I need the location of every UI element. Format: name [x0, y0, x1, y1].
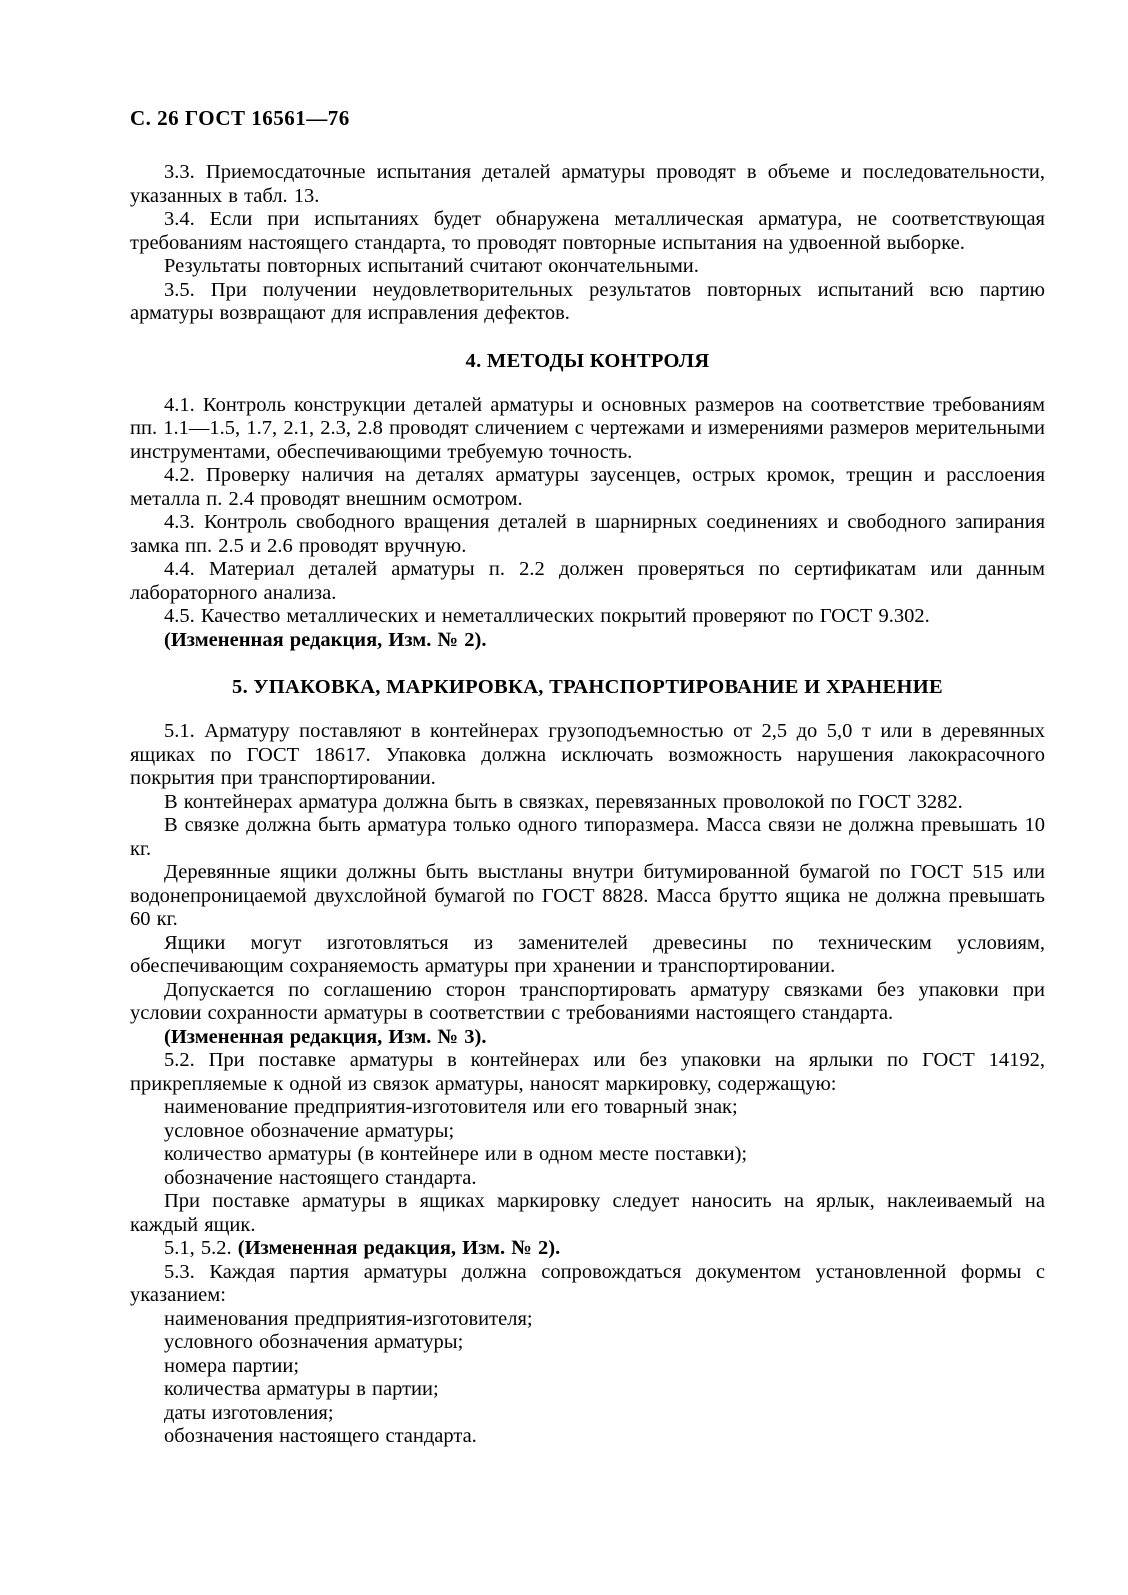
paragraph-5-1-boxes: Деревянные ящики должны быть выстланы внутри битумированной бумагой по ГОСТ 515 или водонепроницаемой двухслойной бумагой по ГОСТ 8828. Масса брутто ящика не должна превышать 60 кг.	[130, 861, 1045, 930]
paragraph-5-2: 5.2. При поставке арматуры в контейнерах или без упаковки на ярлыки по ГОСТ 14192, прикрепляемые к одной из связок арматуры, наносят маркировку, содержащую:	[130, 1049, 1045, 1095]
amendment-note-section-4: (Измененная редакция, Изм. № 2).	[164, 628, 487, 651]
paragraph-3-4-results: Результаты повторных испытаний считают окончательными.	[164, 255, 699, 277]
list-item-document-5: даты изготовления;	[164, 1401, 334, 1424]
list-item-document-6: обозначения настоящего стандарта.	[164, 1425, 477, 1447]
paragraph-4-4: 4.4. Материал деталей арматуры п. 2.2 должен проверяться по сертификатам или данным лабораторного анализа.	[130, 558, 1045, 604]
amendment-ref-prefix: 5.1, 5.2.	[164, 1237, 238, 1259]
paragraph-3-4: 3.4. Если при испытаниях будет обнаружена металлическая арматура, не соответствующая требованиям настоящего стандарта, то проводят повторные испытания на удвоенной выборке.	[130, 208, 1045, 254]
list-item-marking-4: обозначение настоящего стандарта.	[164, 1166, 477, 1189]
paragraph-5-1-agreement: Допускается по соглашению сторон транспортировать арматуру связками без упаковки при условии сохранности арматуры в соответствии с требованиями настоящего стандарта.	[130, 978, 1045, 1024]
paragraph-5-1: 5.1. Арматуру поставляют в контейнерах грузоподъемностью от 2,5 до 5,0 т или в деревянных ящиках по ГОСТ 18617. Упаковка должна исключать возможность нарушения лакокрасочного покрытия при транспортировании.	[130, 720, 1045, 789]
paragraph-4-1: 4.1. Контроль конструкции деталей арматуры и основных размеров на соответствие требованиям пп. 1.1—1.5, 1.7, 2.1, 2.3, 2.8 проводят сличением с чертежами и измерениями размеров мерительными инструментами, обеспечивающими требуемую точность.	[130, 393, 1045, 463]
paragraph-4-3: 4.3. Контроль свободного вращения деталей в шарнирных соединениях и свободного запирания замка пп. 2.5 и 2.6 проводят вручную.	[130, 511, 1045, 557]
list-item-marking-3: количество арматуры (в контейнере или в одном месте поставки);	[164, 1143, 748, 1165]
paragraph-5-1-containers: В контейнерах арматура должна быть в связках, перевязанных проволокой по ГОСТ 3282.	[164, 790, 963, 813]
paragraph-4-5: 4.5. Качество металлических и неметаллических покрытий проверяют по ГОСТ 9.302.	[164, 605, 930, 627]
paragraph-5-2-box-marking: При поставке арматуры в ящиках маркировку следует наносить на ярлык, наклеиваемый на каждый ящик.	[130, 1190, 1045, 1236]
paragraph-3-5: 3.5. При получении неудовлетворительных результатов повторных испытаний всю партию арматуры возвращают для исправления дефектов.	[130, 278, 1045, 324]
section-4-heading: 4. МЕТОДЫ КОНТРОЛЯ	[465, 349, 710, 372]
paragraph-4-2: 4.2. Проверку наличия на деталях арматуры заусенцев, острых кромок, трещин и расслоения металла п. 2.4 проводят внешним осмотром.	[130, 464, 1045, 510]
list-item-document-1: наименования предприятия-изготовителя;	[164, 1307, 533, 1330]
list-item-marking-1: наименование предприятия-изготовителя или его товарный знак;	[164, 1096, 738, 1118]
amendment-ref-5-1-5-2	[130, 1237, 1045, 1261]
list-item-marking-2: условное обозначение арматуры;	[164, 1119, 455, 1142]
page-header: С. 26 ГОСТ 16561—76	[130, 106, 350, 130]
paragraph-5-1-bundle: В связке должна быть арматура только одного типоразмера. Масса связи не должна превышать 10 кг.	[130, 814, 1045, 860]
paragraph-3-3: 3.3. Приемосдаточные испытания деталей арматуры проводят в объеме и последовательности, указанных в табл. 13.	[130, 161, 1045, 207]
list-item-document-3: номера партии;	[164, 1354, 300, 1377]
paragraph-5-3: 5.3. Каждая партия арматуры должна сопровождаться документом установленной формы с указанием:	[130, 1260, 1045, 1306]
list-item-document-4: количества арматуры в партии;	[164, 1378, 439, 1400]
section-5-heading: 5. УПАКОВКА, МАРКИРОВКА, ТРАНСПОРТИРОВАНИЕ И ХРАНЕНИЕ	[232, 676, 943, 698]
document-content	[130, 106, 1045, 1449]
list-item-document-2: условного обозначения арматуры;	[164, 1331, 464, 1353]
paragraph-5-1-substitutes: Ящики могут изготовляться из заменителей древесины по техническим условиям, обеспечивающим сохраняемость арматуры при хранении и транспортировании.	[130, 931, 1045, 977]
amendment-ref-bold: (Измененная редакция, Изм. № 2).	[237, 1237, 561, 1259]
amendment-note-section-5: (Измененная редакция, Изм. № 3).	[164, 1025, 487, 1048]
